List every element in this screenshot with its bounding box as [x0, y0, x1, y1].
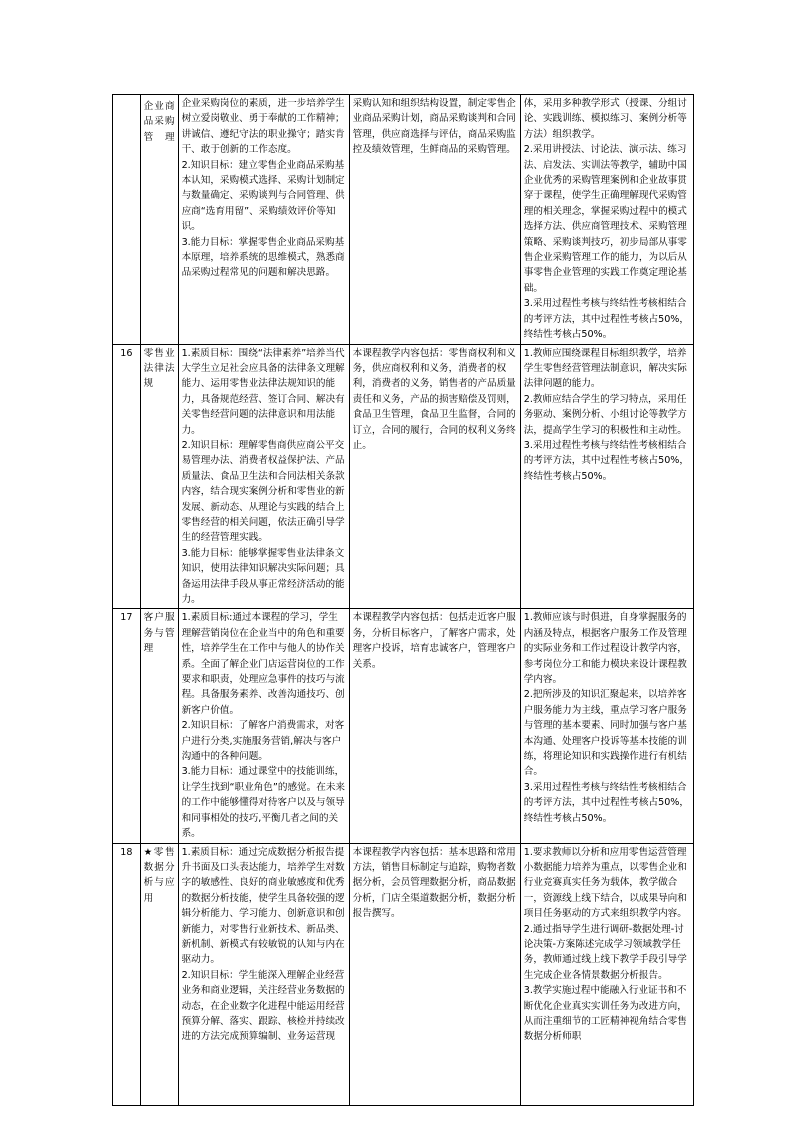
goal-paragraph: 2.知识目标：学生能深入理解企业经营业务和商业逻辑，关注经营业务数据的动态，在企业数字化进程中能运用经营预算分解、落实、跟踪、核检并持续改进的方法完成预算编制、业务运营现: [181, 969, 345, 1043]
goal-paragraph: 3.能力目标：通过课堂中的技能训练，让学生找到“职业角色”的感觉。在未来的工作中能够懂得对待客户以及与领导和同事相处的技巧,平衡几者之间的关系。: [181, 766, 346, 840]
row-number: 17: [113, 609, 141, 843]
requirement-paragraph: 3.采用过程性考核与终结性考核相结合的考评方法，其中过程性考核占50%，终结性考核占50%。: [523, 298, 690, 341]
goal-paragraph: 2.知识目标：建立零售企业商品采购基本认知，采购模式选择、采购计划制定与数量确定、采购谈判与合同管理、供应商“选育用留”、采购绩效评价等知识。: [181, 159, 345, 233]
course-name: 企业商品采购管理: [140, 95, 178, 345]
course-goals: [178, 609, 349, 843]
requirement-paragraph: 2.通过指导学生进行调研-数据处理-讨论决策-方案陈述完成学习领域教学任务，教师通过线上线下教学手段引导学生完成企业各情景数据分析报告。: [523, 923, 687, 981]
goal-paragraph: 企业采购岗位的素质，进一步培养学生树立爱岗敬业、勇于奉献的工作精神；讲诚信、遵纪守法的职业操守；踏实肯干、敢于创新的工作态度。: [181, 98, 345, 156]
course-goals: [178, 344, 349, 609]
goal-paragraph: 2.知识目标：理解零售商供应商公平交易管理办法、消费者权益保护法、产品质量法、食品卫生法和合同法相关条款内容，结合现实案例分析和零售业的新发展、新动态、从理论与实践的结合上零售经营的相关问题，依法正确引导学生的经营管理实践。: [181, 439, 345, 544]
curriculum-table: [112, 94, 694, 1106]
goal-paragraph: 3.能力目标：掌握零售企业商品采购基本原理，培养系统的思维模式，熟悉商品采购过程常见的问题和解决思路。: [181, 236, 345, 279]
goal-paragraph: 1.素质目标:通过本课程的学习，学生理解营销岗位在企业当中的角色和重要性，培养学生在工作中与他人的协作关系。全面了解企业门店运营岗位的工作要求和职责，处理应急事件的技巧与流程。具备服务素养、改善沟通技巧、创新客户价值。: [181, 612, 345, 716]
course-goals: [178, 843, 349, 1105]
course-content: 本课程教学内容包括：零售商权利和义务，供应商权利和义务，消费者的权利，消费者的义务，销售者的产品质量责任和义务，产品的损害赔偿及罚则，食品卫生管理，食品卫生监督，合同的订立，合同的履行，合同的权利义务终止。: [349, 344, 520, 609]
requirement-paragraph: 2.教师应结合学生的学习特点，采用任务驱动、案例分析、小组讨论等教学方法，提高学生学习的积极性和主动性。: [523, 393, 687, 436]
table-row: [113, 344, 694, 609]
table-row: [113, 95, 694, 345]
row-number: 16: [113, 344, 141, 609]
goal-paragraph: 1.素质目标：通过完成数据分析报告提升书面及口头表达能力，培养学生对数字的敏感性、良好的商业敏感度和优秀的数据分析技能，使学生具备较强的逻辑分析能力、学习能力、创新意识和创新能力，对零售行业新技术、新品类、新机制、新模式有较敏锐的认知与内在驱动力。: [181, 846, 345, 966]
requirement-paragraph: 3.采用过程性考核与终结性考核相结合的考评方法，其中过程性考核占50%，终结性考核占50%。: [523, 439, 690, 482]
requirement-paragraph: 1.要求教师以分析和应用零售运营管理小数据能力培养为重点，以零售企业和行业竞赛真实任务为载体，教学做合一，资源线上线下结合，以成果导向和项目任务驱动的方式来组织教学内容。: [523, 846, 687, 920]
table-row: [113, 609, 694, 843]
course-goals: [178, 95, 349, 345]
goal-paragraph: 2.知识目标：了解客户消费需求，对客户进行分类,实施服务营销,解决与客户沟通中的各种问题。: [181, 720, 345, 763]
requirement-paragraph: 2.把所涉及的知识汇聚起来，以培养客户服务能力为主线，重点学习客户服务与管理的基本要素、同时加强与客户基本沟通、处理客户投诉等基本技能的训练，将理论知识和实践操作进行有机结合。: [523, 689, 687, 778]
requirement-paragraph: 3.采用过程性考核与终结性考核相结合的考评方法，其中过程性考核占50%，终结性考核占50%。: [523, 781, 690, 824]
requirement-paragraph: 1.教师应围绕课程目标组织教学，培养学生零售经营管理法制意识，解决实际法律问题的能力。: [523, 347, 687, 390]
goal-paragraph: 1.素质目标：围绕“法律素养”培养当代大学生立足社会应具备的法律条文理解能力、运用零售业法律法规知识的能力，具备规范经营、签订合同、解决有关零售经营问题的法律意识和用法能力。: [181, 347, 345, 436]
table-row: [113, 843, 694, 1105]
row-number: 18: [113, 843, 141, 1105]
requirement-paragraph: 1.教师应该与时俱进，自身掌握服务的内涵及特点，根据客户服务工作及管理的实际业务和工作过程设计教学内容，参考岗位分工和能力模块来设计课程教学内容。: [523, 612, 687, 686]
course-name: 客户服务与管理: [140, 609, 178, 843]
requirement-paragraph: 2.采用讲授法、讨论法、演示法、练习法、启发法、实训法等教学，辅助中国企业优秀的采购管理案例和企业故事贯穿于课程，使学生正确理解现代采购管理的相关理念，掌握采购过程中的模式选择方法、供应商管理技术、采购管理策略、采购谈判技巧，初步局部从事零售企业采购管理工作的能力，为以后从事零售企业管理的实践工作奠定理论基础。: [523, 144, 687, 294]
requirement-paragraph: 3.教学实施过程中能融入行业证书和不断优化企业真实实训任务为改进方向，从而注重细节的工匠精神视角结合零售数据分析师职: [523, 985, 687, 1043]
course-content: 本课程教学内容包括：基本思路和常用方法，销售目标制定与追踪，购物者数据分析，会员管理数据分析，商品数据分析，门店全渠道数据分析，数据分析报告撰写。: [349, 843, 520, 1105]
course-name: ★零售数据分析与应用: [140, 843, 178, 1105]
goal-paragraph: 3.能力目标：能够掌握零售业法律条文知识，使用法律知识解决实际问题；具备运用法律手段从事正常经济活动的能力。: [181, 547, 345, 605]
course-content: 本课程教学内容包括：包括走近客户服务，分析目标客户，了解客户需求，处理客户投诉，培育忠诚客户，管理客户关系。: [349, 609, 520, 843]
row-number: [113, 95, 141, 345]
teaching-requirements: [520, 843, 693, 1105]
teaching-requirements: [520, 95, 693, 345]
course-content: 采购认知和组织结构设置，制定零售企业商品采购计划，商品采购谈判和合同管理，供应商选择与评估，商品采购监控及绩效管理，生鲜商品的采购管理。: [349, 95, 520, 345]
teaching-requirements: [520, 609, 693, 843]
teaching-requirements: [520, 344, 693, 609]
requirement-paragraph: 体，采用多种教学形式（授课、分组讨论、实践训练、模拟练习、案例分析等方法）组织教学。: [523, 98, 687, 140]
course-name: 零售业法律法规: [140, 344, 178, 609]
